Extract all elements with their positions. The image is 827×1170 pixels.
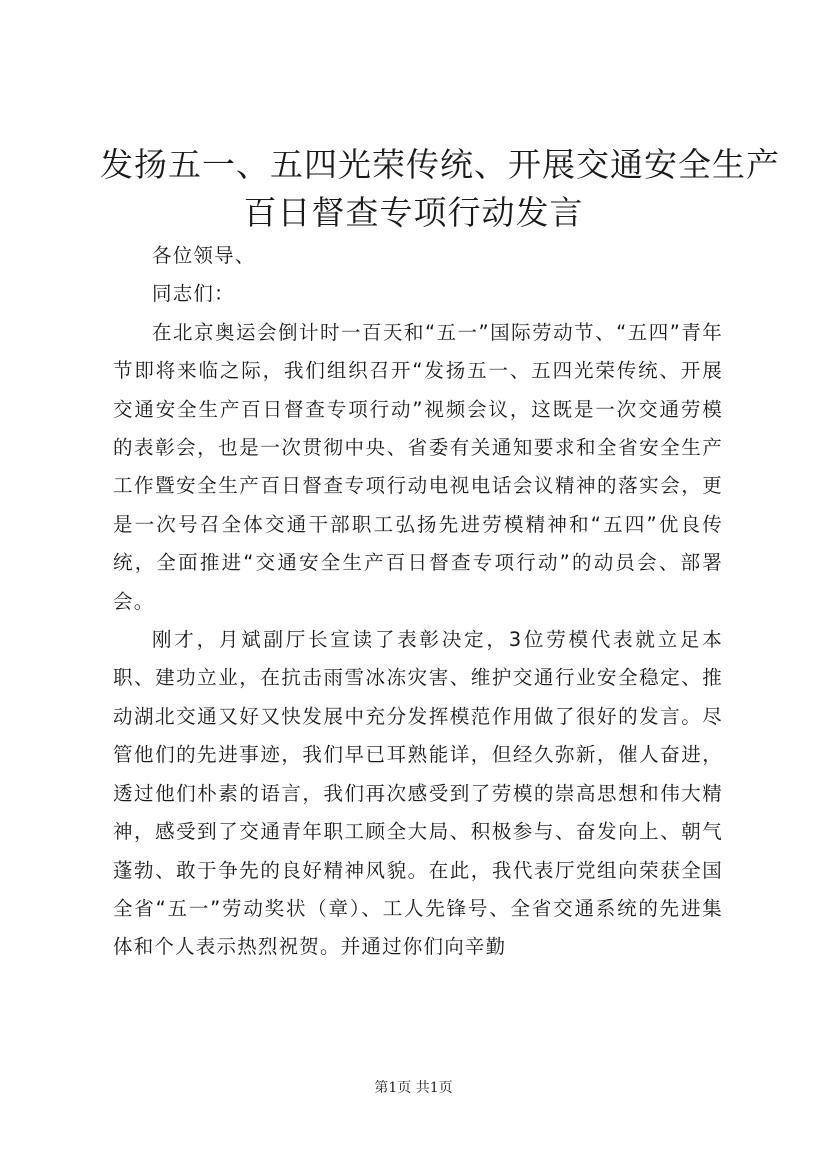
salutation-leaders: 各位领导、 — [152, 244, 256, 267]
page-number-footer: 第1页 共1页 — [374, 1080, 453, 1096]
document-title-line-2: 百日督查专项行动发言 — [243, 193, 584, 232]
body-paragraph-2: 刚才，月斌副厅长宣读了表彰决定，3位劳模代表就立足本职、建功立业，在抗击雨雪冰冻灾害、维护交通行业安全稳定、推动湖北交通又好又快发展中充分发挥模范作用做了很好的发言。尽管他们的先进事迹，我们早已耳熟能详，但经久弥新，催人奋进，透过他们朴素的语言，我们再次感受到了劳模的崇高思想和伟大精神，感受到了交通青年职工顾全大局、积极参与、奋发向上、朝气蓬勃、敢于争先的良好精神风貌。在此，我代表厅党组向荣获全国全省“五一”劳动奖状（章）、工人先锋号、全省交通系统的先进集体和个人表示热烈祝贺。并通过你们向辛勤 — [113, 628, 723, 959]
document-body — [113, 237, 723, 967]
document-title-line-1: 发扬五一、五四光荣传统、开展交通安全生产 — [100, 145, 780, 184]
salutation-comrades: 同志们： — [152, 282, 235, 306]
body-paragraph-1: 在北京奥运会倒计时一百天和“五一”国际劳动节、“五四”青年节即将来临之际，我们组织召开“发扬五一、五四光荣传统、开展交通安全生产百日督查专项行动”视频会议，这既是一次交通劳模的表彰会，也是一次贯彻中央、省委有关通知要求和全省安全生产工作暨安全生产百日督查专项行动电视电话会议精神的落实会，更是一次号召全体交通干部职工弘扬先进劳模精神和“五四”优良传统，全面推进“交通安全生产百日督查专项行动”的动员会、部署会。 — [113, 320, 723, 613]
